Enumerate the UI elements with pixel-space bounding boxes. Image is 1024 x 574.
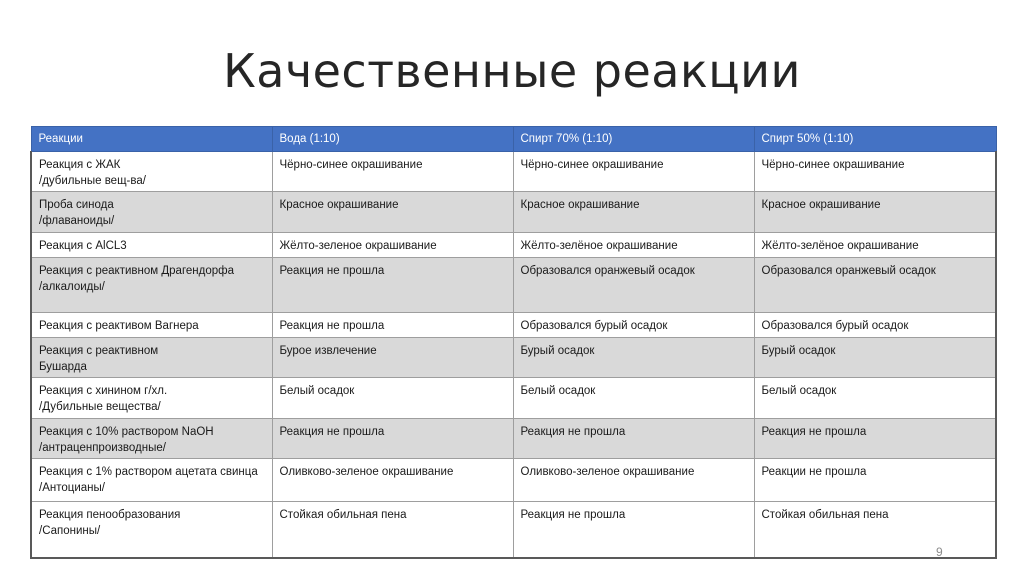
table-header-row — [31, 127, 996, 152]
table-row — [31, 502, 996, 558]
reaction-name: Реакция с реактивом Вагнера — [39, 320, 199, 332]
reaction-cell — [31, 192, 272, 233]
table-row — [31, 258, 996, 313]
table-row — [31, 419, 996, 459]
alcohol70-result: Реакция не прошла — [513, 419, 754, 459]
reaction-target: /антраценпроизводные/ — [39, 442, 166, 454]
water-result: Оливково-зеленое окрашивание — [272, 459, 513, 502]
alcohol50-result: Красное окрашивание — [754, 192, 996, 233]
reaction-cell — [31, 152, 272, 192]
alcohol50-result: Бурый осадок — [754, 338, 996, 378]
table-row — [31, 459, 996, 502]
table-row — [31, 233, 996, 258]
reaction-cell — [31, 378, 272, 419]
reaction-cell — [31, 338, 272, 378]
header-water: Вода (1:10) — [272, 127, 513, 152]
water-result: Жёлто-зеленое окрашивание — [272, 233, 513, 258]
page-number: 9 — [936, 545, 943, 559]
header-alcohol-50: Спирт 50% (1:10) — [754, 127, 996, 152]
alcohol70-result: Жёлто-зелёное окрашивание — [513, 233, 754, 258]
reaction-name: Реакция пенообразования — [39, 509, 181, 521]
alcohol50-result: Жёлто-зелёное окрашивание — [754, 233, 996, 258]
alcohol50-result: Реакции не прошла — [754, 459, 996, 502]
water-result: Бурое извлечение — [272, 338, 513, 378]
reaction-name: Проба синода — [39, 199, 114, 211]
alcohol70-result: Бурый осадок — [513, 338, 754, 378]
table-row — [31, 378, 996, 419]
alcohol70-result: Образовался оранжевый осадок — [513, 258, 754, 313]
reaction-cell — [31, 313, 272, 338]
alcohol50-result: Чёрно-синее окрашивание — [754, 152, 996, 192]
reaction-target: Бушарда — [39, 361, 87, 373]
header-alcohol-70: Спирт 70% (1:10) — [513, 127, 754, 152]
reaction-target: /алкалоиды/ — [39, 281, 105, 293]
reaction-target: /Сапонины/ — [39, 525, 101, 537]
reaction-cell — [31, 233, 272, 258]
reaction-target: /дубильные вещ-ва/ — [39, 175, 146, 187]
reaction-cell — [31, 258, 272, 313]
alcohol70-result: Реакция не прошла — [513, 502, 754, 558]
reaction-name: Реакция с реактивном — [39, 345, 159, 357]
reaction-target: /флаваноиды/ — [39, 215, 115, 227]
table-row — [31, 192, 996, 233]
water-result: Красное окрашивание — [272, 192, 513, 233]
reaction-target: /Дубильные вещества/ — [39, 401, 161, 413]
alcohol70-result: Чёрно-синее окрашивание — [513, 152, 754, 192]
table-row — [31, 338, 996, 378]
alcohol50-result: Стойкая обильная пена — [754, 502, 996, 558]
reaction-cell — [31, 419, 272, 459]
reaction-target: /Антоцианы/ — [39, 482, 105, 494]
water-result: Реакция не прошла — [272, 258, 513, 313]
alcohol50-result: Реакция не прошла — [754, 419, 996, 459]
table-row — [31, 313, 996, 338]
alcohol50-result: Образовался бурый осадок — [754, 313, 996, 338]
reaction-name: Реакция с 1% раствором ацетата свинца — [39, 466, 258, 478]
water-result: Белый осадок — [272, 378, 513, 419]
reaction-name: Реакция с AlCL3 — [39, 240, 127, 252]
reaction-name: Реакция с ЖАК — [39, 159, 121, 171]
table-row — [31, 152, 996, 192]
water-result: Реакция не прошла — [272, 419, 513, 459]
water-result: Чёрно-синее окрашивание — [272, 152, 513, 192]
alcohol70-result: Образовался бурый осадок — [513, 313, 754, 338]
reaction-cell — [31, 502, 272, 558]
alcohol70-result: Оливково-зеленое окрашивание — [513, 459, 754, 502]
header-reactions: Реакции — [31, 127, 272, 152]
reaction-cell — [31, 459, 272, 502]
slide-title: Качественные реакции — [223, 44, 801, 98]
water-result: Реакция не прошла — [272, 313, 513, 338]
alcohol50-result: Образовался оранжевый осадок — [754, 258, 996, 313]
alcohol50-result: Белый осадок — [754, 378, 996, 419]
alcohol70-result: Белый осадок — [513, 378, 754, 419]
water-result: Стойкая обильная пена — [272, 502, 513, 558]
alcohol70-result: Красное окрашивание — [513, 192, 754, 233]
reaction-name: Реакция с реактивном Драгендорфа — [39, 265, 234, 277]
reactions-table — [30, 126, 997, 559]
reaction-name: Реакция с хинином г/хл. — [39, 385, 168, 397]
reaction-name: Реакция с 10% раствором NaOH — [39, 426, 214, 438]
